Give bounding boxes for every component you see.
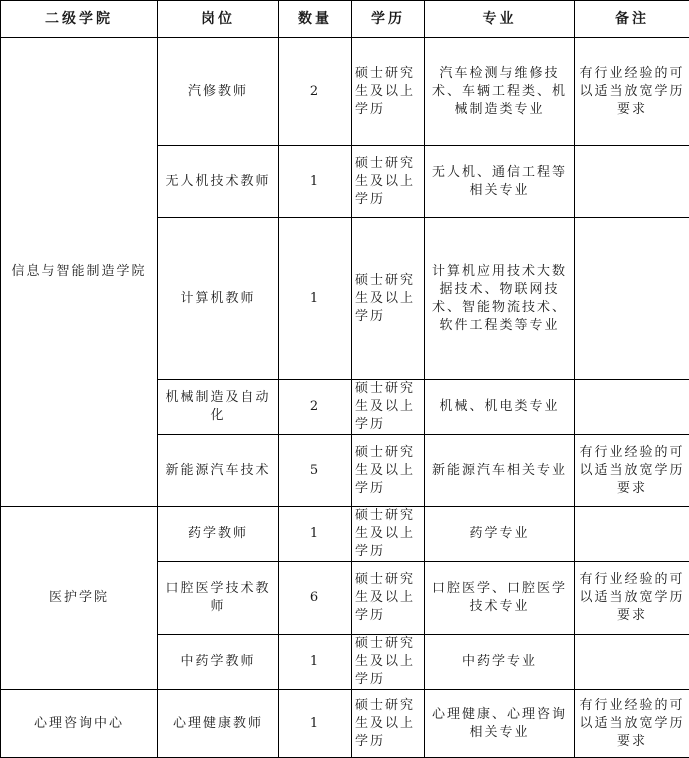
count-cell: 1 <box>279 146 352 218</box>
note-cell: 有行业经验的可以适当放宽学历要求 <box>575 38 689 146</box>
note-cell: 有行业经验的可以适当放宽学历要求 <box>575 562 689 635</box>
post-cell: 汽修教师 <box>158 38 279 146</box>
count-cell: 5 <box>279 435 352 507</box>
major-cell: 无人机、通信工程等相关专业 <box>425 146 575 218</box>
note-cell <box>575 380 689 435</box>
education-cell: 硕士研究生及以上学历 <box>352 635 425 690</box>
post-cell: 无人机技术教师 <box>158 146 279 218</box>
education-cell: 硕士研究生及以上学历 <box>352 562 425 635</box>
count-cell: 1 <box>279 690 352 758</box>
major-cell: 新能源汽车相关专业 <box>425 435 575 507</box>
education-cell: 硕士研究生及以上学历 <box>352 38 425 146</box>
header-row <box>1 1 689 38</box>
college-cell: 医护学院 <box>1 507 158 690</box>
major-cell: 药学专业 <box>425 507 575 562</box>
post-cell: 药学教师 <box>158 507 279 562</box>
note-cell <box>575 146 689 218</box>
post-cell: 心理健康教师 <box>158 690 279 758</box>
count-cell: 2 <box>279 380 352 435</box>
post-cell: 口腔医学技术教师 <box>158 562 279 635</box>
college-cell: 心理咨询中心 <box>1 690 158 758</box>
table-row <box>1 507 689 562</box>
post-cell: 计算机教师 <box>158 218 279 380</box>
note-cell <box>575 507 689 562</box>
education-cell: 硕士研究生及以上学历 <box>352 218 425 380</box>
note-cell: 有行业经验的可以适当放宽学历要求 <box>575 690 689 758</box>
post-cell: 新能源汽车技术 <box>158 435 279 507</box>
education-cell: 硕士研究生及以上学历 <box>352 146 425 218</box>
count-cell: 6 <box>279 562 352 635</box>
post-cell: 中药学教师 <box>158 635 279 690</box>
education-cell: 硕士研究生及以上学历 <box>352 435 425 507</box>
education-cell: 硕士研究生及以上学历 <box>352 690 425 758</box>
count-cell: 1 <box>279 635 352 690</box>
major-cell: 汽车检测与维修技术、车辆工程类、机械制造类专业 <box>425 38 575 146</box>
header-note: 备注 <box>575 1 689 38</box>
education-cell: 硕士研究生及以上学历 <box>352 380 425 435</box>
major-cell: 计算机应用技术大数据技术、物联网技术、智能物流技术、软件工程类等专业 <box>425 218 575 380</box>
count-cell: 2 <box>279 38 352 146</box>
college-cell: 信息与智能制造学院 <box>1 38 158 507</box>
header-education: 学历 <box>352 1 425 38</box>
post-cell: 机械制造及自动化 <box>158 380 279 435</box>
table-row <box>1 690 689 758</box>
header-major: 专业 <box>425 1 575 38</box>
education-cell: 硕士研究生及以上学历 <box>352 507 425 562</box>
count-cell: 1 <box>279 218 352 380</box>
major-cell: 机械、机电类专业 <box>425 380 575 435</box>
major-cell: 口腔医学、口腔医学技术专业 <box>425 562 575 635</box>
header-college: 二级学院 <box>1 1 158 38</box>
major-cell: 中药学专业 <box>425 635 575 690</box>
table-row <box>1 38 689 146</box>
note-cell: 有行业经验的可以适当放宽学历要求 <box>575 435 689 507</box>
major-cell: 心理健康、心理咨询相关专业 <box>425 690 575 758</box>
note-cell <box>575 218 689 380</box>
note-cell <box>575 635 689 690</box>
count-cell: 1 <box>279 507 352 562</box>
header-post: 岗位 <box>158 1 279 38</box>
header-count: 数量 <box>279 1 352 38</box>
